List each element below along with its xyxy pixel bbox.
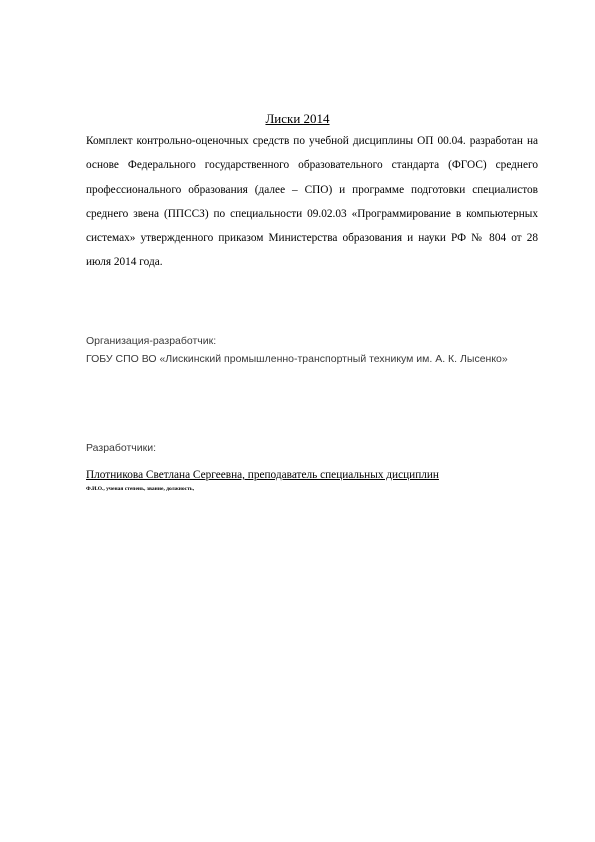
document-title: Лиски 2014 (265, 111, 330, 126)
developers-label: Разработчики: (86, 442, 157, 454)
organization-label: Организация-разработчик: (86, 335, 217, 347)
intro-paragraph: Комплект контрольно-оценочных средств по учебной дисциплины ОП 00.04. разработан на основе Федерального государственного образовательного стандарта (ФГОС) среднего профессионального образования (далее – СПО) и программе подготовки специалистов среднего звена (ППССЗ) по специальности 09.02.03 «Программирование в компьютерных системах» утвержденного приказом Министерства образования и науки РФ № 804 от 28 июля 2014 года. (86, 135, 538, 269)
developer-caption: Ф.И.О., ученая степень, звание, должность, (86, 486, 195, 492)
developer-name: Плотникова Светлана Сергеевна, преподаватель специальных дисциплин (86, 469, 439, 481)
organization-name: ГОБУ СПО ВО «Лискинский промышленно-транспортный техникум им. А. К. Лысенко» (86, 353, 508, 365)
